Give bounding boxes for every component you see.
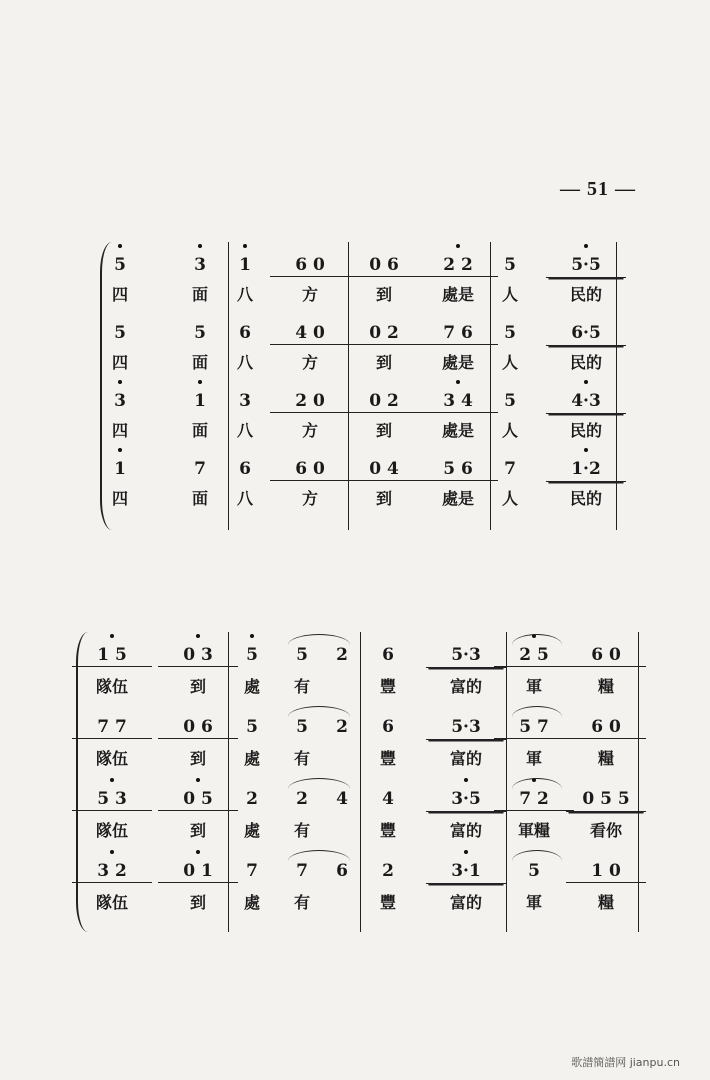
note-cell: 7: [194, 459, 206, 479]
note-cell: 2: [336, 717, 348, 737]
note-cell: 5·3: [426, 632, 506, 668]
notation-row: [100, 378, 620, 414]
lyric-cell: 隊伍: [95, 677, 128, 696]
note-cell: 2: [246, 789, 258, 809]
notation-row: [76, 848, 642, 884]
lyric-cell: 方: [301, 285, 318, 304]
octave-dot: [464, 850, 468, 854]
octave-dot: [243, 244, 247, 248]
lyric-cell: 到: [189, 677, 206, 696]
octave-dot: [118, 448, 122, 452]
note-cell: 0 4: [344, 446, 424, 481]
lyric-cell: 處是: [441, 353, 474, 372]
note-cell: 5 6: [418, 446, 498, 481]
note-cell: 6: [382, 645, 394, 665]
lyric-cell: 處: [243, 677, 260, 696]
lyric-cell: 有: [293, 893, 310, 912]
lyric-cell: 處: [243, 821, 260, 840]
lyric-cell: 富的: [449, 749, 482, 768]
note-cell: 6: [239, 459, 251, 479]
lyric-row: [100, 480, 620, 516]
note-cell: 6 0: [566, 632, 646, 667]
lyric-cell: 有: [293, 821, 310, 840]
note-cell: 6: [336, 861, 348, 881]
watermark: 歌譜簡譜网 jianpu.cn: [571, 1056, 680, 1069]
lyric-cell: 人: [501, 421, 518, 440]
note-cell: 0 6: [158, 704, 238, 739]
octave-dot: [198, 244, 202, 248]
note-cell: 5·5: [546, 242, 626, 278]
note-cell: 6 0: [566, 704, 646, 739]
note-cell: 5: [504, 391, 516, 411]
lyric-cell: 處: [243, 749, 260, 768]
lyric-cell: 富的: [449, 677, 482, 696]
lyric-cell: 方: [301, 489, 318, 508]
lyric-cell: 四: [111, 489, 128, 508]
lyric-cell: 到: [375, 489, 392, 508]
octave-dot: [196, 850, 200, 854]
note-cell: 2: [382, 861, 394, 881]
lyric-cell: 富的: [449, 893, 482, 912]
lyric-row: [76, 884, 642, 920]
lyric-cell: 面: [191, 285, 208, 304]
octave-dot: [250, 634, 254, 638]
note-cell: 7: [296, 861, 308, 881]
lyric-row: [100, 412, 620, 448]
notation-row: [76, 704, 642, 740]
note-cell: 3: [80, 378, 160, 412]
note-cell: 4: [336, 789, 348, 809]
lyric-cell: 軍: [525, 677, 542, 696]
note-cell: 0 5: [158, 776, 238, 811]
lyric-row: [100, 276, 620, 312]
note-cell: 2: [296, 789, 308, 809]
note-cell: 2 0: [270, 378, 350, 413]
note-cell: 7: [504, 459, 516, 479]
note-cell: 6 0: [270, 446, 350, 481]
lyric-cell: 八: [236, 489, 253, 508]
note-cell: 4 0: [270, 310, 350, 345]
lyric-cell: 軍: [525, 893, 542, 912]
note-cell: 5: [296, 645, 308, 665]
lyric-cell: 民的: [569, 353, 602, 372]
lyric-cell: 有: [293, 749, 310, 768]
lyric-cell: 到: [189, 821, 206, 840]
lyric-cell: 糧: [597, 749, 614, 768]
lyric-cell: 四: [111, 353, 128, 372]
page-number: — 51 —: [560, 178, 636, 200]
note-cell: 7: [246, 861, 258, 881]
lyric-cell: 面: [191, 353, 208, 372]
note-cell: 3·1: [426, 848, 506, 884]
note-cell: 5: [212, 632, 292, 666]
lyric-cell: 隊伍: [95, 893, 128, 912]
note-cell: 4·3: [546, 378, 626, 414]
note-cell: 3 4: [418, 378, 498, 413]
octave-dot: [584, 380, 588, 384]
note-cell: 5: [504, 255, 516, 275]
note-cell: 0 3: [158, 632, 238, 667]
octave-dot: [196, 634, 200, 638]
lyric-cell: 隊伍: [95, 821, 128, 840]
score-system-2: [76, 632, 642, 932]
octave-dot: [110, 850, 114, 854]
lyric-cell: 八: [236, 285, 253, 304]
lyric-cell: 四: [111, 421, 128, 440]
octave-dot: [118, 244, 122, 248]
lyric-cell: 軍糧: [517, 821, 550, 840]
lyric-cell: 有: [293, 677, 310, 696]
lyric-row: [76, 668, 642, 704]
note-cell: 3: [239, 391, 251, 411]
note-cell: 5: [296, 717, 308, 737]
lyric-cell: 到: [189, 749, 206, 768]
note-cell: 5: [246, 717, 258, 737]
lyric-cell: 豐: [379, 893, 396, 912]
octave-dot: [110, 634, 114, 638]
notation-row: [100, 446, 620, 482]
octave-dot: [584, 244, 588, 248]
lyric-cell: 四: [111, 285, 128, 304]
note-cell: 1: [205, 242, 285, 276]
lyric-cell: 人: [501, 489, 518, 508]
lyric-cell: 人: [501, 285, 518, 304]
note-cell: 5: [504, 323, 516, 343]
lyric-cell: 看你: [589, 821, 622, 840]
lyric-cell: 民的: [569, 421, 602, 440]
lyric-cell: 面: [191, 489, 208, 508]
notation-row: [100, 310, 620, 346]
note-cell: 5: [194, 323, 206, 343]
note-cell: 5 7: [494, 704, 574, 739]
lyric-cell: 人: [501, 353, 518, 372]
octave-dot: [110, 778, 114, 782]
score-system-1: [100, 242, 620, 530]
lyric-cell: 處是: [441, 285, 474, 304]
lyric-cell: 民的: [569, 489, 602, 508]
note-cell: 5·3: [426, 704, 506, 740]
note-cell: 0 5 5: [566, 776, 646, 812]
octave-dot: [456, 244, 460, 248]
note-cell: 1·2: [546, 446, 626, 482]
note-cell: 3: [160, 242, 240, 276]
lyric-cell: 面: [191, 421, 208, 440]
lyric-cell: 豐: [379, 749, 396, 768]
lyric-cell: 到: [375, 421, 392, 440]
note-cell: 5: [528, 861, 540, 881]
lyric-cell: 隊伍: [95, 749, 128, 768]
lyric-cell: 豐: [379, 821, 396, 840]
note-cell: 0 2: [344, 378, 424, 413]
note-cell: 7 2: [494, 776, 574, 811]
note-cell: 1: [80, 446, 160, 480]
note-cell: 4: [382, 789, 394, 809]
lyric-cell: 方: [301, 421, 318, 440]
note-cell: 5: [80, 242, 160, 276]
lyric-cell: 糧: [597, 893, 614, 912]
note-cell: 7 6: [418, 310, 498, 345]
note-cell: 6·5: [546, 310, 626, 346]
lyric-cell: 民的: [569, 285, 602, 304]
note-cell: 1: [160, 378, 240, 412]
note-cell: 1 0: [566, 848, 646, 883]
octave-dot: [118, 380, 122, 384]
lyric-cell: 到: [375, 353, 392, 372]
lyric-cell: 豐: [379, 677, 396, 696]
octave-dot: [196, 778, 200, 782]
octave-dot: [198, 380, 202, 384]
lyric-cell: 到: [189, 893, 206, 912]
octave-dot: [456, 380, 460, 384]
note-cell: 3·5: [426, 776, 506, 812]
note-cell: 5: [114, 323, 126, 343]
notation-row: [76, 776, 642, 812]
note-cell: 2 2: [418, 242, 498, 277]
lyric-row: [76, 812, 642, 848]
note-cell: 1 5: [72, 632, 152, 667]
octave-dot: [584, 448, 588, 452]
lyric-cell: 處是: [441, 489, 474, 508]
lyric-cell: 處: [243, 893, 260, 912]
lyric-cell: 處是: [441, 421, 474, 440]
note-cell: 2 5: [494, 632, 574, 667]
lyric-row: [76, 740, 642, 776]
note-cell: 2: [336, 645, 348, 665]
note-cell: 6: [239, 323, 251, 343]
lyric-row: [100, 344, 620, 380]
lyric-cell: 糧: [597, 677, 614, 696]
note-cell: 0 6: [344, 242, 424, 277]
octave-dot: [464, 778, 468, 782]
note-cell: 3 2: [72, 848, 152, 883]
note-cell: 6 0: [270, 242, 350, 277]
lyric-cell: 到: [375, 285, 392, 304]
note-cell: 0 2: [344, 310, 424, 345]
note-cell: 5 3: [72, 776, 152, 811]
lyric-cell: 富的: [449, 821, 482, 840]
lyric-cell: 八: [236, 353, 253, 372]
lyric-cell: 八: [236, 421, 253, 440]
lyric-cell: 軍: [525, 749, 542, 768]
notation-row: [76, 632, 642, 668]
note-cell: 6: [382, 717, 394, 737]
lyric-cell: 方: [301, 353, 318, 372]
notation-row: [100, 242, 620, 278]
note-cell: 7 7: [72, 704, 152, 739]
note-cell: 0 1: [158, 848, 238, 883]
